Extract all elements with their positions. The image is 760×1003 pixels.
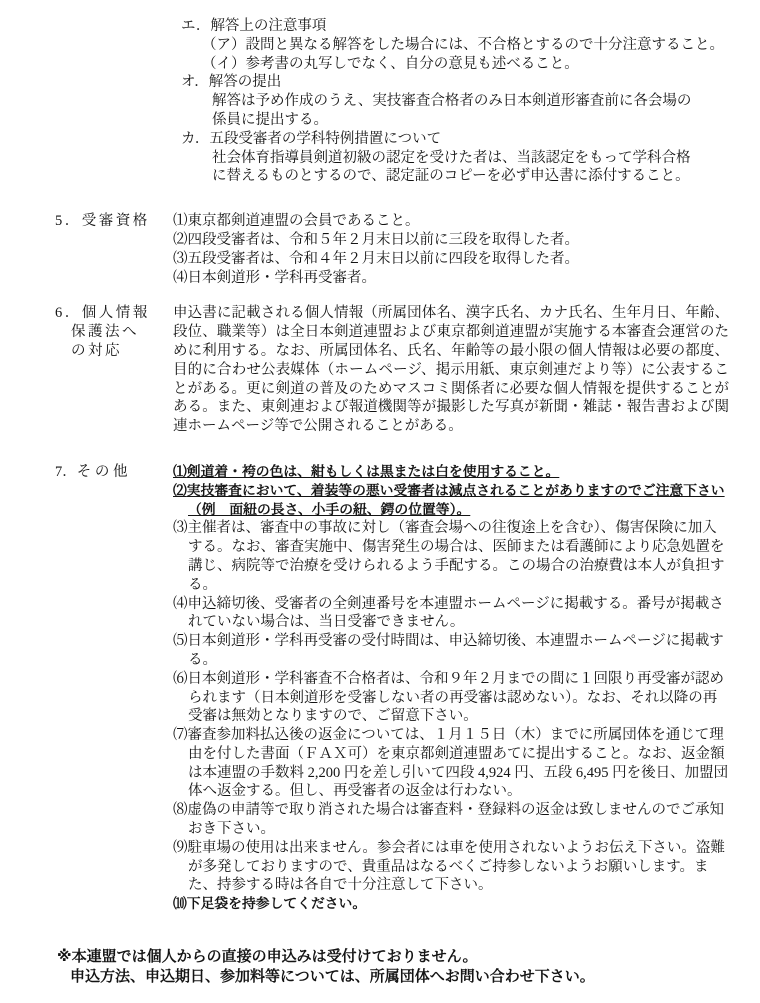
list-item [173, 670, 729, 726]
item-text: 日本剣道形・学科審査不合格者は、令和９年２月までの間に１回限り再受審が認められます（日本剣道形を受審しない者の再受審は認めない）。なお、それ以降の再受審は無効となりますので、ご留意下さい。 [187, 670, 724, 725]
list-item [173, 595, 729, 633]
item-marker: カ． [181, 130, 210, 147]
section-title: 個人情報 [81, 305, 150, 322]
list-item [173, 212, 729, 231]
item-text: 主催者は、審査中の事故に対し（審査会場への往復途上を含む）、傷害保険に加入する。なお、審査実施中、傷害発生の場合は、医師または看護師により応急処置を講じ、病院等で治療を受けられるよう手配する。この場合の治療費は本人が負担する。 [187, 520, 725, 593]
item-marker: オ． [181, 74, 209, 91]
item-marker: エ． [181, 18, 211, 34]
list-item [173, 231, 729, 250]
section-label [55, 304, 173, 436]
item-text: 東京都剣道連盟の会員であること。 [187, 213, 420, 230]
item-text: 五段受審者は、令和４年２月末日以前に四段を取得した者。 [187, 250, 579, 267]
item-marker: ⑴ [173, 213, 188, 230]
item-title-text: 五段受審者の学科特例措置について [209, 130, 442, 147]
item-marker: ⑹ [173, 670, 188, 687]
list-item-o-body: 解答は予め作成のうえ、実技審査合格者のみ日本剣道形審査前に各会場の係員に提出する。 [212, 93, 692, 128]
section-other [55, 463, 760, 914]
item-text: 虚偽の申請等で取り消された場合は審査料・登録料の返金は致しませんのでご承知おき下さい。 [187, 802, 724, 838]
list-subitem-a [202, 36, 739, 55]
section-number: 6． [55, 305, 82, 322]
section-body [173, 463, 729, 914]
subitem-text: 設問と異なる解答をした場合には、不合格とするので十分注意すること。 [245, 36, 724, 53]
answer-notes-block [181, 0, 729, 186]
list-item-emphasized [173, 463, 729, 482]
section-qualifications [55, 212, 760, 287]
item-marker: ⑺ [173, 727, 188, 744]
item-marker: ⑼ [173, 839, 188, 856]
section-title: そ の 他 [76, 463, 128, 480]
list-item-bold [173, 895, 729, 914]
list-item-e-title [181, 17, 729, 36]
item-marker: ⑸ [173, 633, 188, 650]
list-item [173, 519, 729, 594]
section-body [173, 304, 729, 436]
item-title-text: 解答の提出 [208, 74, 282, 91]
item-marker: ⑻ [173, 802, 188, 819]
item-marker: ⑶ [173, 520, 188, 537]
list-item-emphasized [173, 482, 729, 520]
subitem-marker: （イ） [202, 55, 246, 72]
list-item-o-title [181, 73, 729, 92]
section-body [173, 212, 729, 287]
item-text: 審査参加料払込後の返金については、１月１５日（木）までに所属団体を通じて理由を付した書面（ＦＡＸ可）を東京都剣道連盟あてに提出すること。なお、返金額は本連盟の手数料 2,200 円を差し引いて四段 4,924 円、五段 6,495 円を後日、加盟団体へ返金する。但し、再受審者の返金は行わない。 [187, 727, 729, 800]
item-text: 剣道着・袴の色は、紺もしくは黒または白を使用すること。 [186, 463, 560, 479]
footer-notes [57, 947, 760, 986]
list-item [173, 250, 729, 269]
section-label-line: 保護法へ [71, 324, 139, 341]
item-text: 日本剣道形・学科再受審者。 [187, 269, 376, 286]
section-label-line [55, 304, 173, 323]
subitem-marker: （ア） [202, 36, 246, 53]
list-item [173, 801, 729, 839]
item-text: 申込締切後、受審者の全剣連番号を本連盟ホームページに掲載する。番号が掲載されていない場合は、当日受審できません。 [187, 595, 724, 631]
footer-note-line1: ※本連盟では個人からの直接の申込みは受付けておりません。 [57, 948, 478, 966]
section-number: 5． [55, 213, 82, 230]
section-label [55, 463, 173, 914]
list-item [173, 839, 729, 895]
section-title: 受審資格 [81, 213, 150, 230]
section-label [55, 212, 173, 287]
privacy-paragraph: 申込書に記載される個人情報（所属団体名、漢字氏名、カナ氏名、生年月日、年齢、段位、職業等）は全日本剣道連盟および東京都剣道連盟が実施する本審査会運営のために利用する。なお、所属団体名、氏名、年齢等の最小限の個人情報は必要の都度、目的に合わせ公表媒体（ホームページ、掲示用紙、東京剣連だより等）に公表することがある。更に剣道の普及のためマスコミ関係者に必要な個人情報を提供することがある。また、東剣連および報道機関等が撮影した写真が新聞・雑誌・報告書および関連ホームページ等で公開されることがある。 [173, 305, 729, 435]
subitem-text: 参考書の丸写しでなく、自分の意見も述べること。 [245, 55, 579, 72]
list-item [173, 269, 729, 288]
item-marker: ⑷ [173, 595, 188, 612]
list-item [173, 726, 729, 801]
list-item-ka-body: 社会体育指導員剣道初級の認定を受けた者は、当該認定をもって学科合格に替えるものとするので、認定証のコピーを必ず申込書に添付すること。 [212, 149, 691, 185]
item-text: 実技審査において、着装等の悪い受審者は減点されることがありますのでご注意下さい（例 面紐の長さ、小手の紐、鍔の位置等）。 [186, 482, 725, 517]
list-subitem-i [202, 55, 739, 74]
item-text: 駐車場の使用は出来ません。参会者には車を使用されないようお伝え下さい。盗難が多発しておりますので、貴重品はなるべくご持参しないようお願いします。また、持参する時は各自で十分注意して下さい。 [187, 839, 725, 894]
list-item [173, 632, 729, 670]
item-text: 四段受審者は、令和５年２月末日以前に三段を取得した者。 [187, 231, 579, 248]
item-marker: ⑶ [173, 250, 188, 267]
item-marker: ⑵ [173, 482, 187, 498]
list-item-ka-title [181, 130, 729, 149]
item-marker: ⑵ [173, 231, 188, 248]
item-text: 日本剣道形・学科再受審の受付時間は、申込締切後、本連盟ホームページに掲載する。 [187, 633, 724, 668]
item-text: 下足袋を持参してください。 [186, 896, 367, 912]
item-title-text: 解答上の注意事項 [210, 18, 327, 34]
footer-note-line2: 申込方法、申込期日、参加料等については、所属団体へお問い合わせ下さい。 [70, 967, 595, 985]
item-marker: ⑷ [173, 269, 188, 286]
item-marker: ⑽ [173, 896, 187, 912]
section-label-line: の対応 [71, 342, 122, 359]
section-number: 7． [55, 463, 77, 480]
section-privacy [55, 304, 760, 436]
item-marker: ⑴ [173, 463, 187, 479]
